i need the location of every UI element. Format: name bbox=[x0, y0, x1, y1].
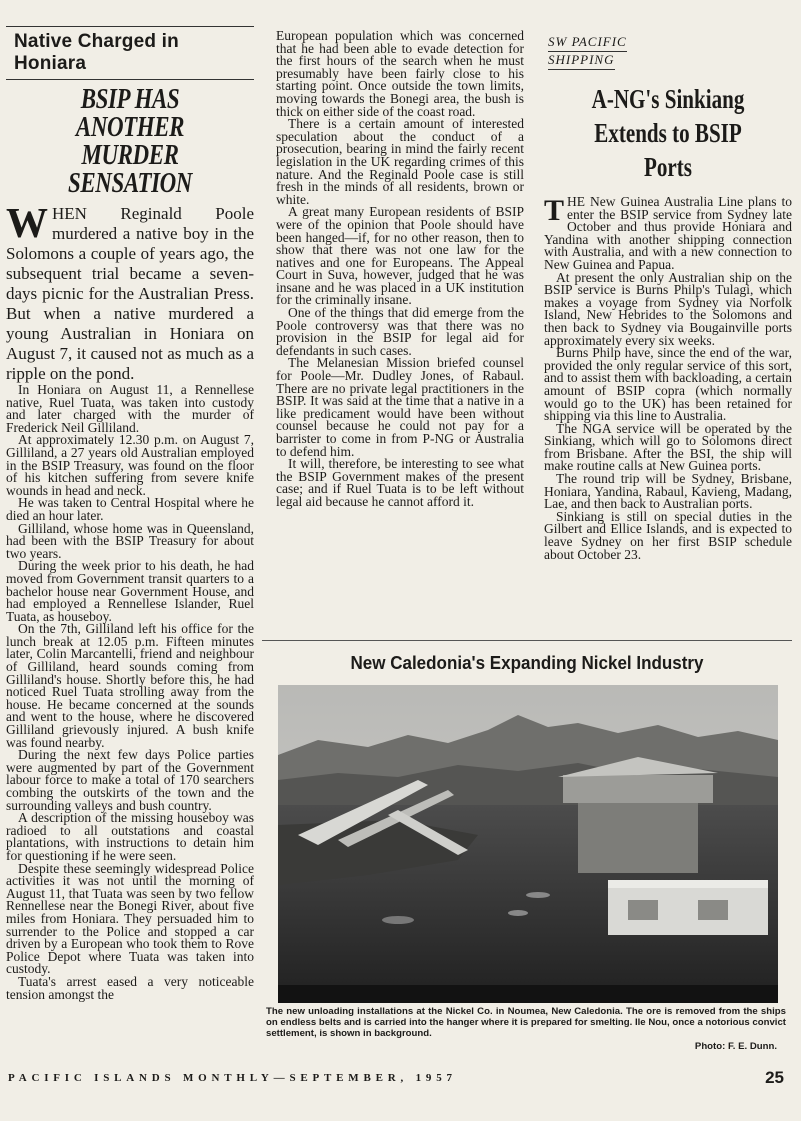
lead-text: HEN Reginald Poole murdered a native boy in the Solomons a couple of years ago, the subsequent trial became a seven-days picnic for the Australian Press. But when a native murdered a young Australian in Honiara on August 7, it caused not as much as a ripple on the pond. bbox=[6, 204, 254, 383]
paragraph: The round trip will be Sydney, Brisbane, Honiara, Yandina, Rabaul, Kavieng, Madang, Lae, and then back to Australian ports. bbox=[544, 471, 792, 512]
article-kicker: Native Charged in Honiara bbox=[6, 26, 254, 80]
section-divider bbox=[262, 640, 792, 641]
article-headline: BSIP HAS ANOTHER MURDER SENSATION bbox=[68, 84, 192, 199]
paragraph: He was taken to Central Hospital where he died an hour later. bbox=[6, 495, 254, 523]
paragraph: On the 7th, Gilliland left his office for the lunch break at 12.05 p.m. Fifteen minutes later, Colin Marcantelli, friend and neighbour of Gilliland, heard sounds coming from Gilliland's house. Shortly before this, he had noticed Ruel Tuata strolling away from the house. He became concerned at the sounds and went to the house, where he discovered Gilliland grievously injured. A bush knife was found nearby. bbox=[6, 621, 254, 750]
article-shipping bbox=[544, 34, 792, 561]
page-footer bbox=[4, 1068, 794, 1090]
paragraph: It will, therefore, be interesting to see what the BSIP Government makes of the present case; and if Ruel Tuata is to be left without legal aid because he cannot afford it. bbox=[276, 456, 524, 509]
paragraph: During the next few days Police parties were augmented by part of the Government labour force to make a total of 170 searchers combing the outskirts of the town and the surrounding valleys and bush country. bbox=[6, 747, 254, 813]
section-tag-line-2: SHIPPING bbox=[548, 52, 615, 70]
paragraph: A description of the missing houseboy was radioed to all outstations and coastal plantations, with instructions to detain him for questioning if he were seen. bbox=[6, 810, 254, 863]
article-murder-column-2 bbox=[276, 30, 524, 509]
paragraph: In Honiara on August 11, a Rennellese native, Ruel Tuata, was taken into custody and later charged with the murder of Frederick Neil Gilliland. bbox=[6, 382, 254, 435]
paragraph: Tuata's arrest eased a very noticeable tension amongst the bbox=[6, 973, 254, 1002]
photo-caption: The new unloading installations at the Nickel Co. in Noumea, New Caledonia. The ore is removed from the ships on endless belts and is carried into the hanger where it is prepared for smelting. Ile Nou, once a notorious convict settlement, is shown in background. bbox=[266, 1006, 786, 1039]
nickel-plant-photo bbox=[278, 685, 778, 1003]
paragraph: European population which was concerned that he had been able to evade detection for the first hours of the search when he must presumably have been fairly close to his starting point. Once outside the town limits, moving towards the Bonegi area, the bush is thick on either side of the coast road. bbox=[276, 28, 524, 119]
paragraph: Sinkiang is still on special duties in the Gilbert and Ellice Islands, and is expected to leave Sydney on her first BSIP schedule about October 23. bbox=[544, 508, 792, 562]
paragraph: A great many European residents of BSIP were of the opinion that Poole should have been hanged—if, for no other reason, then to show that there was not one law for the natives and one for Europeans. The Appeal Court in Suva, however, judged that he was insane and he was placed in a UK institution for the criminally insane. bbox=[276, 204, 524, 308]
article-lead bbox=[6, 201, 254, 384]
section-tag-line-1: SW PACIFIC bbox=[548, 34, 627, 52]
paragraph: At present the only Australian ship on the BSIP service is Burns Philp's Tulagi, which makes a voyage from Sydney via Norfolk Island, New Hebrides to the Solomons and then back to Sydney via Bougainville ports approximately every six weeks. bbox=[544, 269, 792, 348]
paragraph: At approximately 12.30 p.m. on August 7, Gilliland, a 27 years old Australian employed in the BSIP Treasury, was found on the floor of his kitchen suffering from severe knife wounds in head and neck. bbox=[6, 432, 254, 498]
article-murder-column-1 bbox=[6, 26, 254, 1001]
paragraph: There is a certain amount of interested speculation about the conduct of a prosecution, bearing in mind the fairly recent legislation in the UK regarding crimes of this nature. And the Reginald Poole case is still fresh in the minds of all residents, brown or white. bbox=[276, 116, 524, 207]
section-tag bbox=[548, 34, 792, 70]
drop-cap: T bbox=[544, 194, 565, 227]
paragraph: During the week prior to his death, he had moved from Government transit quarters to a bachelor house near Government House, and had employed a Rennellese Islander, Ruel Tuata, as houseboy. bbox=[6, 558, 254, 624]
photo-credit: Photo: F. E. Dunn. bbox=[694, 1041, 777, 1052]
footer-publication: PACIFIC ISLANDS MONTHLY—SEPTEMBER, 1957 bbox=[8, 1072, 457, 1084]
photo-title: New Caledonia's Expanding Nickel Industry bbox=[350, 652, 704, 673]
shipping-headline: A-NG's Sinkiang Extends to BSIP Ports bbox=[591, 84, 745, 182]
paragraph: Burns Philp have, since the end of the war, provided the only regular service of this sort, and to assist them with backloading, a certain amount of BSIP copra (which normally would go to the UK) has been retained for shipping via this line to Australia. bbox=[544, 345, 792, 424]
paragraph: Gilliland, whose home was in Queensland, had been with the BSIP Treasury for about two years. bbox=[6, 520, 254, 561]
paragraph: One of the things that did emerge from the Poole controversy was that there was no provision in the BSIP for legal aid for defendants in such cases. bbox=[276, 305, 524, 358]
shipping-lead bbox=[544, 196, 792, 272]
page-number: 25 bbox=[765, 1068, 784, 1087]
paragraph: Despite these seemingly widespread Police activities it was not until the morning of August 11, that Tuata was seen by two fellow Rennellese near the Bonegi River, about five miles from Honiara. They persuaded him to surrender to the Police and stopped a car driven by a European who took them to Rove Police Depot where Tuata was taken into custody. bbox=[6, 860, 254, 977]
paragraph: The NGA service will be operated by the Sinkiang, which will go to Solomons direct from Brisbane. After the BSI, the ship will make routine calls at New Guinea ports. bbox=[544, 420, 792, 474]
drop-cap: W bbox=[6, 201, 48, 247]
paragraph: The Melanesian Mission briefed counsel for Poole—Mr. Dudley Jones, of Rabaul. There are no private legal practitioners in the BSIP. It was said at the time that a native in a like predicament would have been without counsel because he could not pay for a barrister to come in from P-NG or Australia to defend him. bbox=[276, 355, 524, 459]
lead-text: HE New Guinea Australia Line plans to enter the BSIP service from Sydney late October and thus provide Honiara and Yandina with another shipping connection with Australia, and with a new connection to New Guinea and Papua. bbox=[544, 194, 792, 272]
